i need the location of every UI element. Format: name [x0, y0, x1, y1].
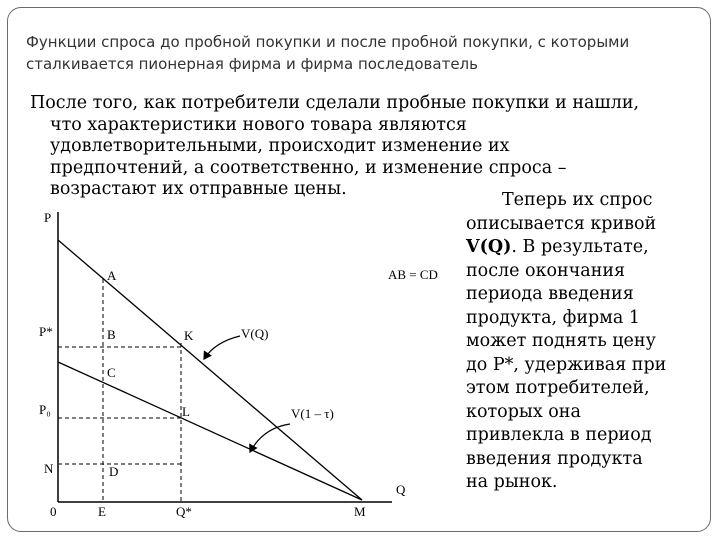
point-b-label: B: [107, 327, 116, 342]
right-line-11: привлекла в период: [466, 425, 652, 445]
right-bold-vq: V(Q): [466, 237, 512, 257]
demand-curve-vq: [58, 240, 362, 500]
right-line-13: на рынок.: [466, 472, 558, 492]
point-d-label: D: [109, 464, 119, 479]
axis-x-label: Q: [396, 482, 406, 497]
equality-label: AB = CD: [388, 267, 438, 282]
e-label: E: [98, 504, 106, 519]
right-line-3-rest: . В результате,: [511, 237, 649, 257]
qstar-label: Q*: [176, 504, 192, 519]
right-line-12: введения продукта: [466, 448, 643, 469]
curve-vt-label: V(1 – τ): [291, 406, 334, 421]
right-line-1: Теперь их спрос: [502, 190, 653, 210]
right-line-10: которых она: [466, 401, 581, 422]
axis-y-label: P: [44, 210, 52, 225]
right-line-9: этом потребителей,: [466, 378, 650, 398]
right-line-6: продукта, фирма 1: [466, 307, 640, 328]
arrow-vq: [204, 336, 240, 359]
n-label: N: [44, 461, 54, 476]
right-line-7: может поднять цену: [466, 331, 656, 351]
price-star-label: P*: [39, 324, 53, 339]
point-a-label: A: [107, 268, 117, 283]
point-k-label: K: [184, 328, 194, 343]
curve-vq-label: V(Q): [241, 326, 269, 341]
lead-line-1: После того, как потребители сделали пробные покупки и нашли,: [30, 93, 640, 113]
lead-line-4: предпочтений, а соответственно, и изменение спроса –: [50, 157, 567, 178]
m-label: M: [354, 504, 366, 519]
arrow-vt: [250, 424, 290, 452]
right-line-8: до P*, удерживая при: [466, 354, 667, 375]
right-line-4: после окончания: [466, 260, 626, 281]
demand-curve-vt: [58, 362, 362, 500]
lead-line-3: удовлетворительными, происходит изменение их: [50, 136, 510, 156]
right-line-2: описывается кривой: [466, 213, 657, 234]
title-line-1: Функции спроса до пробной покупки и после пробной покупки, с которыми: [26, 33, 630, 51]
title-line-2: сталкивается пионерная фирма и фирма последователь: [26, 55, 478, 73]
point-l-label: L: [182, 404, 190, 419]
right-line-5: периода введения: [466, 284, 634, 304]
price-zero-label: P₀: [39, 402, 51, 417]
lead-line-5: возрастают их отправные цены.: [50, 179, 347, 199]
lead-line-2: что характеристики нового товара являются: [50, 114, 467, 135]
origin-label: 0: [50, 504, 57, 519]
point-c-label: C: [107, 365, 116, 380]
